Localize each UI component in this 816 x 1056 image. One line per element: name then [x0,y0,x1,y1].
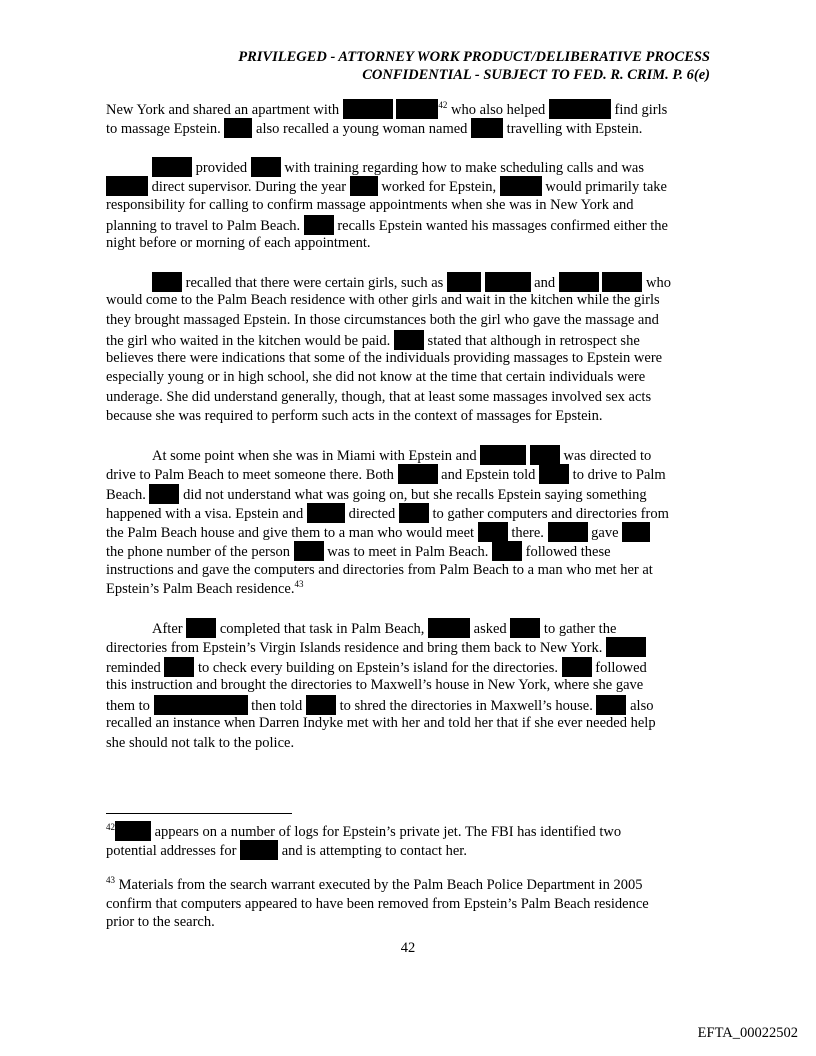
paragraph-2: provided with training regarding how to make scheduling calls and was direct supervisor. During the year worked for Epstein, would primarily take responsibility for calling to confirm massage appointments when she was in New York and planning to travel to Palm Beach. recalls Epstein wanted his massages confirmed either the night before or morning of each appointment. [106,157,716,253]
paragraph-1: New York and shared an apartment with $^{42}$ who also helped find girls to massage Epstein. also recalled a young woman named travelling with Epstein. [106,100,668,138]
redaction [548,522,588,542]
header-line-2: CONFIDENTIAL - SUBJECT TO FED. R. CRIM. P. 6(e) [362,67,710,83]
redaction [164,657,194,677]
redaction [106,176,148,196]
redaction [304,215,334,235]
redaction [622,522,650,542]
redaction [500,176,542,196]
redaction [394,330,424,350]
redaction [154,695,248,715]
redaction [562,657,592,677]
redaction [251,157,281,177]
redaction [480,445,526,465]
redaction [399,503,429,523]
redaction [485,272,531,292]
page-number: 42 [400,940,416,956]
redaction [240,840,278,860]
footnote-separator [106,813,292,814]
footnote-42: $^{42}$ appears on a number of logs for Epstein’s private jet. The FBI has identified two potential addresses for and is attempting to contact her. [106,822,622,859]
footnote-ref-42: 42 [438,100,448,110]
redaction [343,99,393,119]
redaction [306,695,336,715]
paragraph-4: At some point when she was in Miami with Epstein and was directed to drive to Palm Beach to meet someone there. Both and Epstein told to drive to Palm Beach. did not understand what was going on, but she recalls Epstein saying something happened with a visa. Epstein and directed to gather computers and directories from the Palm Beach house and give them to a man who would meet there. gave the phone number of the person was to meet in Palm Beach. followed these instructions and gave the computers and directories from Palm Beach to a man who met her at Epstein’s Palm Beach residence.$^{43}$ [106,445,716,599]
redaction [539,464,569,484]
redaction [350,176,378,196]
header-line-1: PRIVILEGED - ATTORNEY WORK PRODUCT/DELIBERATIVE PROCESS [238,49,710,65]
redaction [471,118,503,138]
redaction [510,618,540,638]
redaction [530,445,560,465]
redaction [602,272,642,292]
bates-number: EFTA_00022502 [697,1025,798,1041]
redaction [152,272,182,292]
redaction [396,99,438,119]
redaction [152,157,192,177]
redaction [428,618,470,638]
redaction [478,522,508,542]
redaction [596,695,626,715]
redaction [559,272,599,292]
redaction [149,484,179,504]
redaction [398,464,438,484]
redaction [224,118,252,138]
redaction [606,637,646,657]
redaction [186,618,216,638]
redaction [115,821,151,841]
redaction [307,503,345,523]
redaction [549,99,611,119]
footnote-43: $^{43}$ Materials from the search warrant executed by the Palm Beach Police Department in 2005 confirm that computers appeared to have been removed from Epstein’s Palm Beach residence prior to the search. [106,875,649,930]
paragraph-3: recalled that there were certain girls, such as and who would come to the Palm Beach residence with other girls and wait in the kitchen while the girls they brought massaged Epstein. In those circumstances both the girl who gave the massage and the girl who waited in the kitchen would be paid. stated that although in retrospect she believes there were indications that some of the individuals providing massages to Epstein were especially young or in high school, she did not know at the time that certain individuals were underage. She did understand generally, though, that at least some massages involved sex acts because she was required to perform such acts in the context of massages for Epstein. [106,272,716,426]
paragraph-5: After completed that task in Palm Beach, asked to gather the directories from Epstein’s Virgin Islands residence and bring them back to New York. reminded to check every building on Epstein’s island for the directories. followed this instruction and brought the directories to Maxwell’s house in New York, where she gave them to then told to shred the directories in Maxwell’s house. also recalled an instance when Darren Indyke met with her and told her that if she ever needed help she should not talk to the police. [106,618,716,753]
redaction [492,541,522,561]
footnote-ref-43: 43 [294,579,304,590]
redaction [447,272,481,292]
redaction [294,541,324,561]
